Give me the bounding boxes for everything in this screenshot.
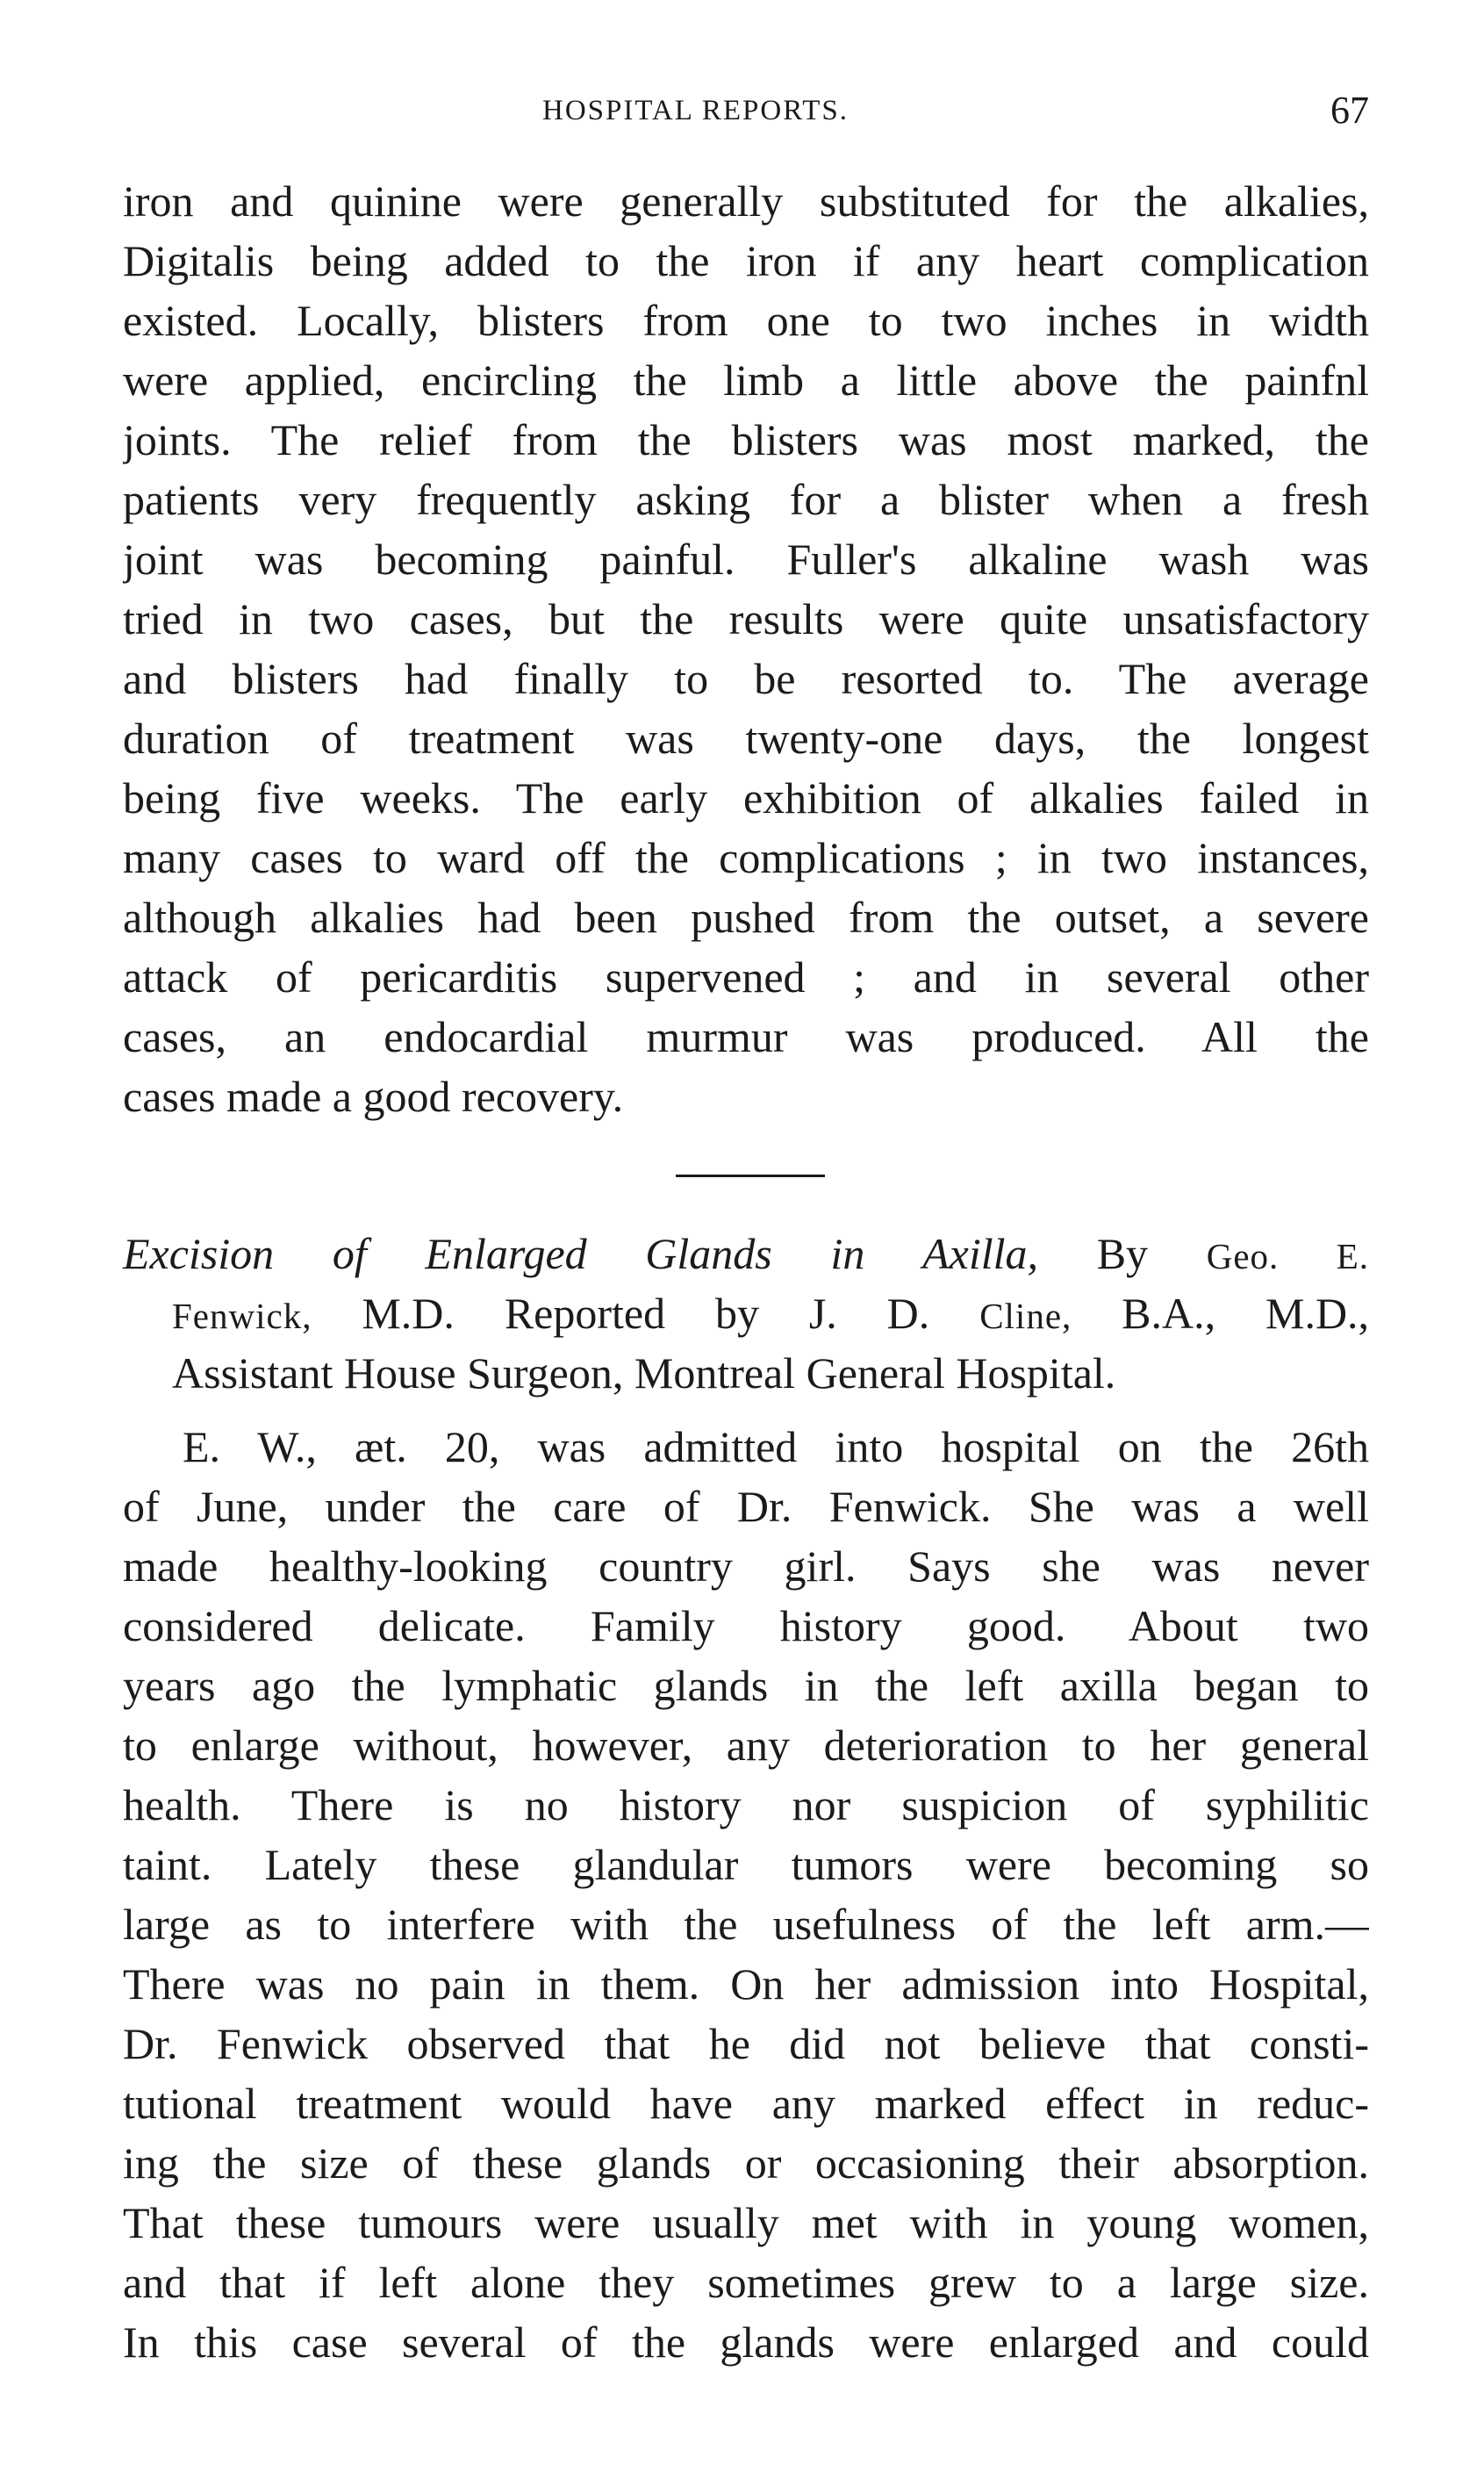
reporter-surname: Cline, [979, 1296, 1072, 1336]
text-line: considered delicate. Family history good. About two [123, 1601, 1369, 1650]
text-line: were applied, encircling the limb a little above the painfnl [123, 356, 1369, 405]
text-line: Digitalis being added to the iron if any heart complication [123, 236, 1369, 285]
reporter-title: Assistant House Surgeon, Montreal General Hospital. [172, 1348, 1116, 1398]
running-title: HOSPITAL REPORTS. [542, 95, 850, 126]
text-line: Dr. Fenwick observed that he did not believe that consti- [123, 2019, 1369, 2068]
author-degree: M.D. [362, 1289, 455, 1338]
text-line: being five weeks. The early exhibition of alkalies failed in [123, 773, 1369, 823]
report-title: Excision of Enlarged Glands in Axilla, [123, 1229, 1039, 1278]
text-line: That these tumours were usually met with in young women, [123, 2198, 1369, 2247]
by-word: By [1096, 1229, 1149, 1278]
text-line: attack of pericarditis supervened ; and in several other [123, 952, 1369, 1002]
text-line: although alkalies had been pushed from the outset, a severe [123, 893, 1369, 942]
author-given-name: Geo. E. [1206, 1236, 1369, 1276]
text-line: years ago the lymphatic glands in the left axilla began to [123, 1661, 1369, 1710]
author-surname: Fenwick, [172, 1296, 312, 1336]
text-line: In this case several of the glands were enlarged and could [123, 2318, 1369, 2367]
report-heading-line-1 [123, 1225, 1369, 1285]
text-line: and that if left alone they sometimes grew to a large size. [123, 2258, 1369, 2307]
text-line: ing the size of these glands or occasioning their absorption. [123, 2138, 1369, 2188]
text-line: tried in two cases, but the results were quite unsatisfactory [123, 594, 1369, 643]
text-line: tutional treatment would have any marked effect in reduc- [123, 2079, 1369, 2128]
text-line: cases, an endocardial murmur was produced. All the [123, 1012, 1369, 1061]
text-line: E. W., æt. 20, was admitted into hospital on the 26th [183, 1422, 1369, 1471]
section-divider [676, 1175, 825, 1177]
text-line: There was no pain in them. On her admission into Hospital, [123, 1959, 1369, 2008]
text-line: many cases to ward off the complications ; in two instances, [123, 833, 1369, 882]
reported-by: Reported by J. D. [504, 1289, 930, 1338]
running-head [0, 89, 1369, 147]
text-line: patients very frequently asking for a blister when a fresh [123, 475, 1369, 524]
text-line: large as to interfere with the usefulness of the left arm.— [123, 1900, 1369, 1949]
text-line: to enlarge without, however, any deterioration to her general [123, 1721, 1369, 1770]
text-line: duration of treatment was twenty-one days, the longest [123, 714, 1369, 763]
text-line: joints. The relief from the blisters was most marked, the [123, 415, 1369, 464]
text-line: of June, under the care of Dr. Fenwick. She was a well [123, 1482, 1369, 1531]
text-line: iron and quinine were generally substituted for the alkalies, [123, 176, 1369, 226]
text-line: and blisters had finally to be resorted to. The average [123, 654, 1369, 703]
page-number: 67 [1330, 89, 1369, 132]
text-line: made healthy-looking country girl. Says she was never [123, 1541, 1369, 1591]
text-line: taint. Lately these glandular tumors were becoming so [123, 1840, 1369, 1889]
reporter-degrees: B.A., M.D., [1122, 1289, 1370, 1338]
text-line: existed. Locally, blisters from one to two inches in width [123, 296, 1369, 345]
text-line: cases made a good recovery. [123, 1072, 624, 1121]
report-heading-line-2 [172, 1284, 1369, 1345]
text-line: joint was becoming painful. Fuller's alkaline wash was [123, 535, 1369, 584]
text-line: health. There is no history nor suspicion of syphilitic [123, 1780, 1369, 1829]
